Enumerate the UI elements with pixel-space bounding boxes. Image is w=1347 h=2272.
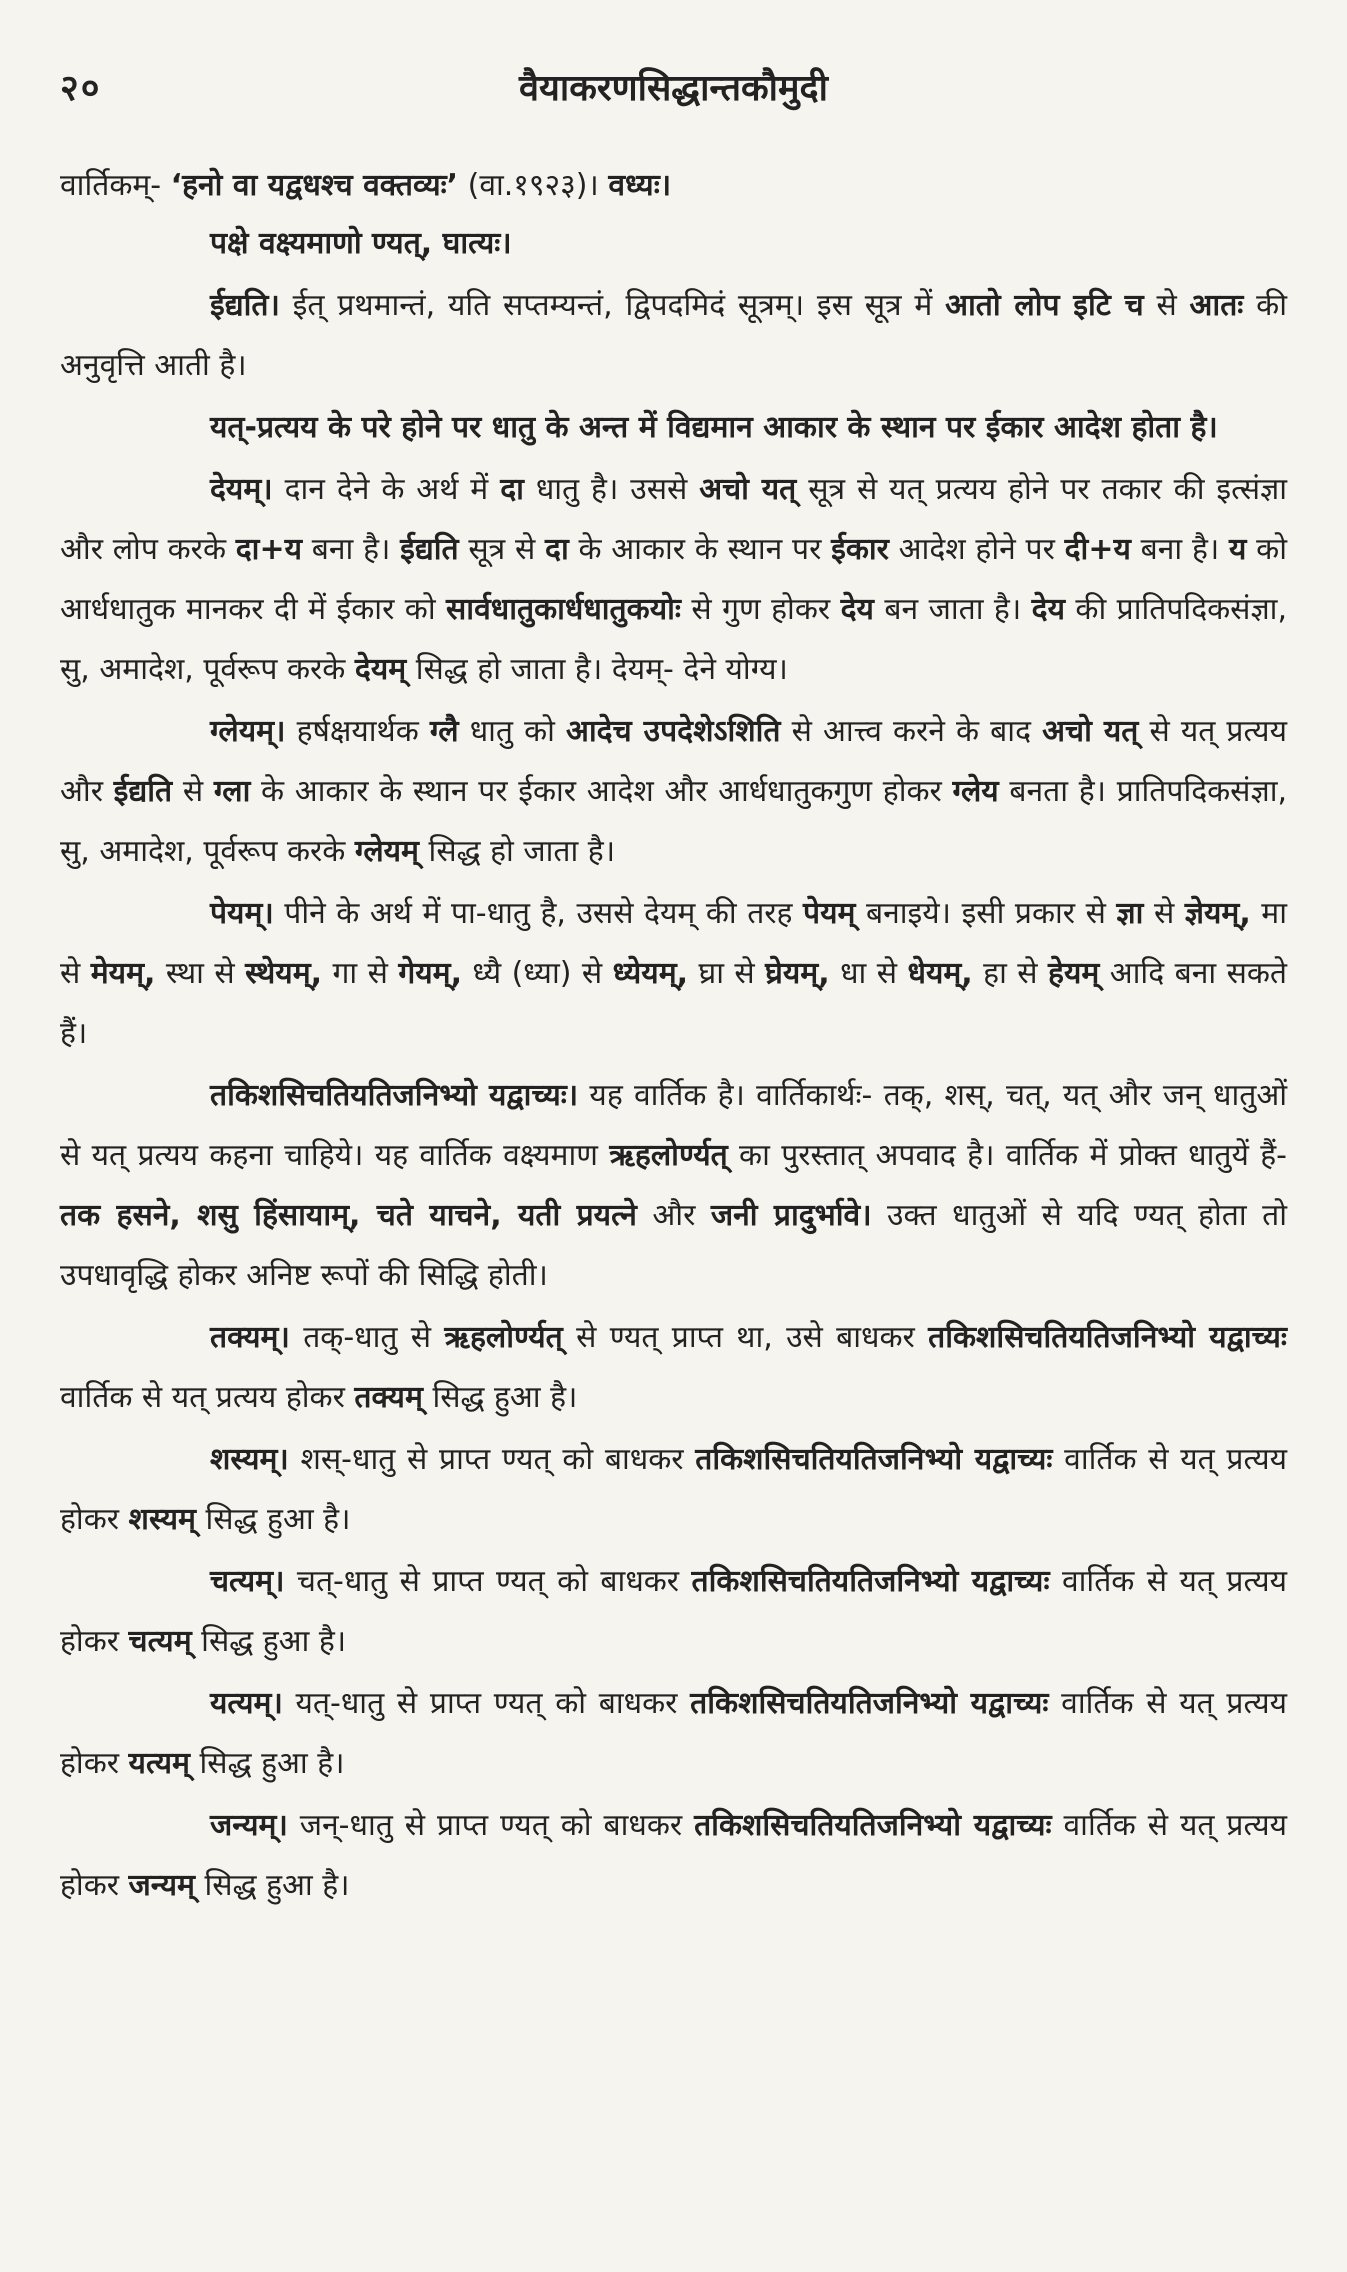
bold-term: पेयम्। xyxy=(210,896,274,931)
page-header xyxy=(60,62,1287,118)
bold-term: ज्ञेयम्, xyxy=(1184,896,1251,931)
bold-term: तक्यम् xyxy=(354,1380,423,1415)
paragraph: जन्यम्। जन्-धातु से प्राप्त ण्यत् को बाधकर तकिशसिचतियतिजनिभ्यो यद्वाच्यः वार्तिक से यत् प्रत्यय होकर जन्यम् सिद्ध हुआ है। xyxy=(60,1808,1287,1903)
paragraph: ईद्यति। ईत् प्रथमान्तं, यति सप्तम्यन्तं, द्विपदमिदं सूत्रम्। इस सूत्र में आतो लोप इटि च से आतः की अनुवृत्ति आती है। xyxy=(60,288,1287,383)
bold-term: ध्येयम्, xyxy=(612,956,689,991)
bold-term: तकिशसिचतियतिजनिभ्यो यद्वाच्यः xyxy=(690,1686,1049,1721)
bold-term: ऋहलोर्ण्यत् xyxy=(609,1138,728,1173)
paragraph: शस्यम्। शस्-धातु से प्राप्त ण्यत् को बाधकर तकिशसिचतियतिजनिभ्यो यद्वाच्यः वार्तिक से यत् प्रत्यय होकर शस्यम् सिद्ध हुआ है। xyxy=(60,1442,1288,1537)
bold-term: तक हसने, शसु हिंसायाम्, चते याचने, यती प्रयत्ने xyxy=(60,1198,637,1233)
bold-term: दा xyxy=(545,532,569,567)
bold-term: देय xyxy=(840,592,874,627)
bold-term: घ्रेयम्, xyxy=(765,956,830,991)
bold-term: ईकार xyxy=(831,532,889,567)
bold-term: तकिशसिचतियतिजनिभ्यो यद्वाच्यः xyxy=(691,1564,1050,1599)
paragraph: वार्तिकम्- ‘हनो वा यद्वधश्च वक्तव्यः’ (वा.१९२३)। वध्यः। xyxy=(60,168,672,203)
bold-term: जनी प्रादुर्भावे। xyxy=(710,1198,872,1233)
running-title: वैयाकरणसिद्धान्तकौमुदी xyxy=(519,68,828,109)
bold-term: ऋहलोर्ण्यत् xyxy=(444,1320,563,1355)
bold-term: यत्-प्रत्यय के परे होने पर धातु के अन्त में विद्यमान आकार के स्थान पर ईकार आदेश होता है। xyxy=(210,410,1218,445)
paragraph: यत्यम्। यत्-धातु से प्राप्त ण्यत् को बाधकर तकिशसिचतियतिजनिभ्यो यद्वाच्यः वार्तिक से यत् प्रत्यय होकर यत्यम् सिद्ध हुआ है। xyxy=(60,1686,1287,1781)
bold-term: ग्लेयम्। xyxy=(210,714,286,749)
bold-term: अचो यत् xyxy=(699,472,797,507)
bold-term: चत्यम्। xyxy=(210,1564,285,1599)
bold-term: शस्यम् xyxy=(128,1502,196,1537)
paragraph: चत्यम्। चत्-धातु से प्राप्त ण्यत् को बाधकर तकिशसिचतियतिजनिभ्यो यद्वाच्यः वार्तिक से यत् प्रत्यय होकर चत्यम् सिद्ध हुआ है। xyxy=(60,1564,1288,1659)
bold-term: तकिशसिचतियतिजनिभ्यो यद्वाच्यः xyxy=(694,1808,1052,1843)
bold-term: जन्यम्। xyxy=(210,1808,288,1843)
bold-term: दा+य xyxy=(235,532,302,567)
paragraph xyxy=(60,214,1287,274)
bold-term: तक्यम्। xyxy=(210,1320,290,1355)
bold-term: देयम् xyxy=(354,652,407,687)
bold-term: आतो लोप इटि च xyxy=(945,288,1144,323)
bold-term: तकिशसिचतियतिजनिभ्यो यद्वाच्यः xyxy=(695,1442,1053,1477)
bold-term: ग्लेयम् xyxy=(354,834,420,869)
bold-term: आतः xyxy=(1189,288,1244,323)
bold-term: देय xyxy=(1031,592,1065,627)
bold-term: हेयम् xyxy=(1048,956,1100,991)
bold-term: ईद्यति xyxy=(113,774,173,809)
bold-term: ईद्यति। xyxy=(210,288,280,323)
bold-term: तकिशसिचतियतिजनिभ्यो यद्वाच्यः। xyxy=(210,1078,579,1113)
bold-term: पेयम् xyxy=(803,896,856,931)
bold-term: चत्यम् xyxy=(128,1624,192,1659)
bold-term: मेयम्, xyxy=(90,956,156,991)
bold-term: स्थेयम्, xyxy=(245,956,323,991)
bold-term: य xyxy=(1229,532,1247,567)
bold-term: आदेच उपदेशेऽशिति xyxy=(566,714,781,749)
body-text xyxy=(60,156,1287,1916)
bold-term: ग्लै xyxy=(429,714,459,749)
paragraph: तक्यम्। तक्-धातु से ऋहलोर्ण्यत् से ण्यत् प्राप्त था, उसे बाधकर तकिशसिचतियतिजनिभ्यो यद्वाच्यः वार्तिक से यत् प्रत्यय होकर तक्यम् सिद्ध हुआ है। xyxy=(60,1320,1287,1415)
bold-term: ज्ञा xyxy=(1116,896,1144,931)
bold-term: देयम्। xyxy=(210,472,273,507)
bold-term: जन्यम् xyxy=(128,1868,195,1903)
paragraph: ग्लेयम्। हर्षक्षयार्थक ग्लै धातु को आदेच उपदेशेऽशिति से आत्त्व करने के बाद अचो यत् से यत् प्रत्यय और ईद्यति से ग्ला के आकार के स्थान पर ईकार आदेश और आर्धधातुकगुण होकर ग्लेय बनता है। प्रातिपदिकसंज्ञा, सु, अमादेश, पूर्वरूप करके ग्लेयम् सिद्ध हो जाता है। xyxy=(60,714,1287,869)
bold-term: शस्यम्। xyxy=(210,1442,289,1477)
page-number: २० xyxy=(60,68,102,109)
bold-term: ग्ला xyxy=(213,774,251,809)
bold-term: तकिशसिचतियतिजनिभ्यो यद्वाच्यः xyxy=(928,1320,1287,1355)
paragraph: देयम्। दान देने के अर्थ में दा धातु है। उससे अचो यत् सूत्र से यत् प्रत्यय होने पर तकार की इत्संज्ञा और लोप करके दा+य बना है। ईद्यति सूत्र से दा के आकार के स्थान पर ईकार आदेश होने पर दी+य बना है। य को आर्धधातुक मानकर दी में ईकार को सार्वधातुकार्धधातुकयोः से गुण होकर देय बन जाता है। देय की प्रातिपदिकसंज्ञा, सु, अमादेश, पूर्वरूप करके देयम् सिद्ध हो जाता है। देयम्- देने योग्य। xyxy=(60,472,1288,687)
bold-term: ईद्यति xyxy=(400,532,459,567)
bold-term: यत्यम् xyxy=(128,1746,190,1781)
bold-term: दी+य xyxy=(1064,532,1131,567)
bold-term: वध्यः। xyxy=(608,168,672,203)
bold-term: पक्षे वक्ष्यमाणो ण्यत्, घात्यः। xyxy=(210,226,512,261)
bold-term: दा xyxy=(500,472,524,507)
paragraph: तकिशसिचतियतिजनिभ्यो यद्वाच्यः। यह वार्तिक है। वार्तिकार्थः- तक्, शस्, चत्, यत् और जन् धातुओं से यत् प्रत्यय कहना चाहिये। यह वार्तिक वक्ष्यमाण ऋहलोर्ण्यत् का पुरस्तात् अपवाद है। वार्तिक में प्रोक्त धातुयें हैं- तक हसने, शसु हिंसायाम्, चते याचने, यती प्रयत्ने और जनी प्रादुर्भावे। उक्त धातुओं से यदि ण्यत् होता तो उपधावृद्धि होकर अनिष्ट रूपों की सिद्धि होती। xyxy=(60,1078,1287,1293)
bold-term: गेयम्, xyxy=(398,956,462,991)
bold-term: ‘हनो वा यद्वधश्च वक्तव्यः’ xyxy=(170,168,459,203)
bold-term: ग्लेय xyxy=(952,774,999,809)
bold-term: यत्यम्। xyxy=(210,1686,283,1721)
paragraph: पेयम्। पीने के अर्थ में पा-धातु है, उससे देयम् की तरह पेयम् बनाइये। इसी प्रकार से ज्ञा से ज्ञेयम्, मा से मेयम्, स्था से स्थेयम्, गा से गेयम्, ध्यै (ध्या) से ध्येयम्, घ्रा से घ्रेयम्, धा से धेयम्, हा से हेयम् आदि बना सकते हैं। xyxy=(60,896,1288,1051)
bold-term: अचो यत् xyxy=(1042,714,1139,749)
bold-term: धेयम्, xyxy=(907,956,973,991)
paragraph xyxy=(60,398,1287,458)
bold-term: सार्वधातुकार्धधातुकयोः xyxy=(446,592,681,627)
